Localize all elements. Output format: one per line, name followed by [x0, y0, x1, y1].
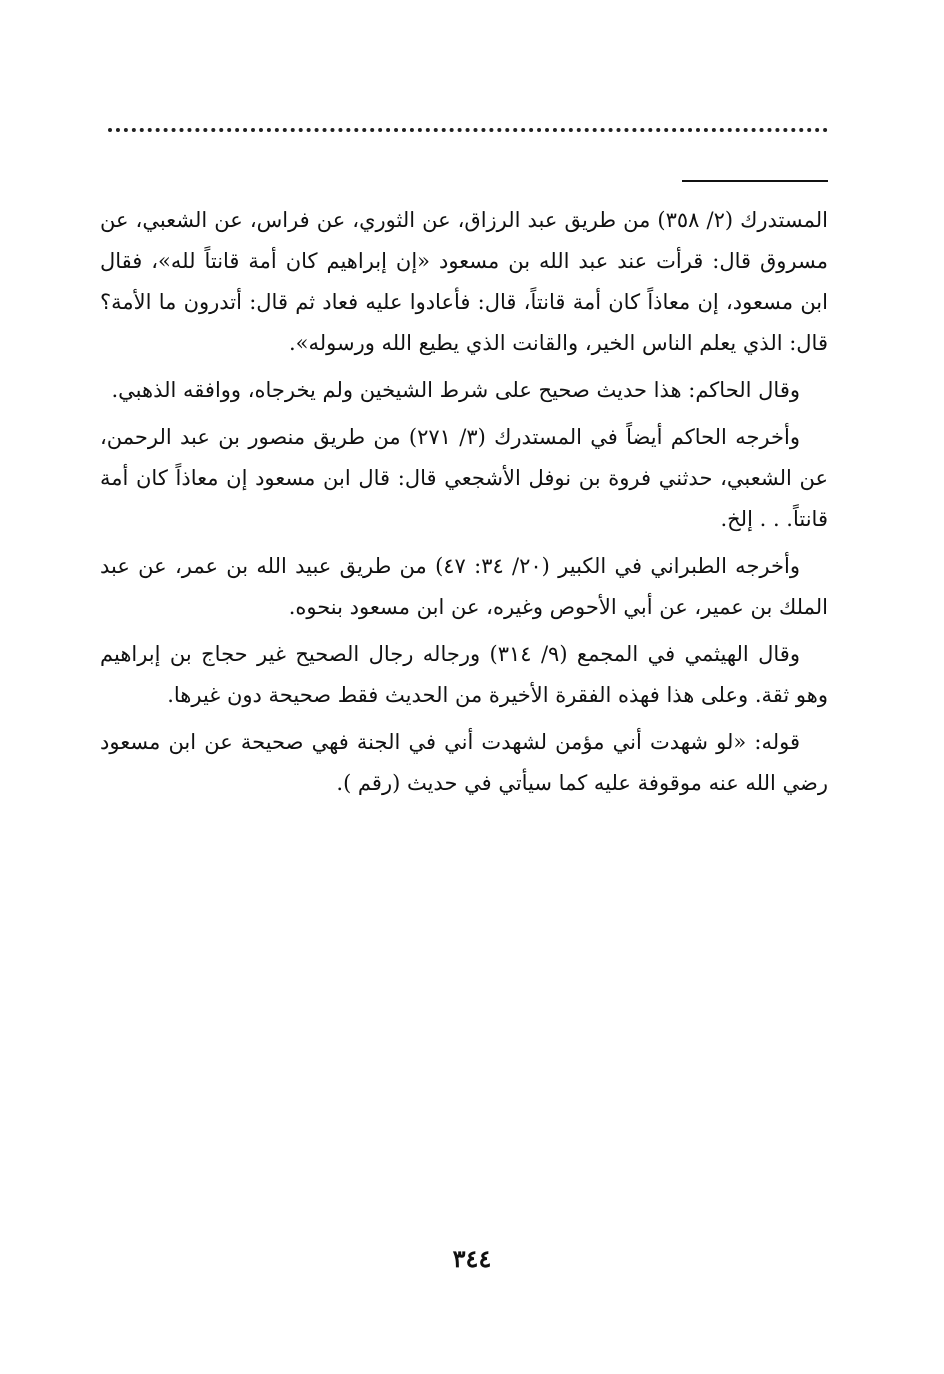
footnote-text [100, 200, 828, 810]
footnote-separator-line [682, 180, 828, 182]
footnote-paragraph: وقال الهيثمي في المجمع (٩/ ٣١٤) ورجاله رجال الصحيح غير حجاج بن إبراهيم وهو ثقة. وعلى هذا فهذه الفقرة الأخيرة من الحديث فقط صحيحة دون غيرها. [100, 642, 828, 707]
footnote-paragraph: وأخرجه الطبراني في الكبير (٢٠/ ٣٤: ٤٧) من طريق عبيد الله بن عمر، عن عبد الملك بن عمير، عن أبي الأحوص وغيره، عن ابن مسعود بنحوه. [100, 554, 828, 619]
dotted-separator [108, 128, 828, 132]
footnote-paragraph: وأخرجه الحاكم أيضاً في المستدرك (٣/ ٢٧١) من طريق منصور بن عبد الرحمن، عن الشعبي، حدثني فروة بن نوفل الأشجعي قال: قال ابن مسعود إن معاذاً كان أمة قانتاً. . . إلخ. [100, 425, 828, 531]
footnote-paragraph: قوله: «لو شهدت أني مؤمن لشهدت أني في الجنة فهي صحيحة عن ابن مسعود رضي الله عنه موقوفة عليه كما سيأتي في حديث (رقم ). [100, 730, 828, 795]
footnote-paragraph: المستدرك (٢/ ٣٥٨) من طريق عبد الرزاق، عن الثوري، عن فراس، عن الشعبي، عن مسروق قال: قرأت عند عبد الله بن مسعود «إن إبراهيم كان أمة قانتاً لله»، فقال ابن مسعود، إن معاذاً كان أمة قانتاً، قال: فأعادوا عليه فعاد ثم قال: أتدرون ما الأمة؟ قال: الذي يعلم الناس الخير، والقانت الذي يطيع الله ورسوله». [100, 208, 828, 355]
footnote-paragraph: وقال الحاكم: هذا حديث صحيح على شرط الشيخين ولم يخرجاه، ووافقه الذهبي. [111, 378, 800, 402]
page-number: ٣٤٤ [452, 1244, 492, 1273]
